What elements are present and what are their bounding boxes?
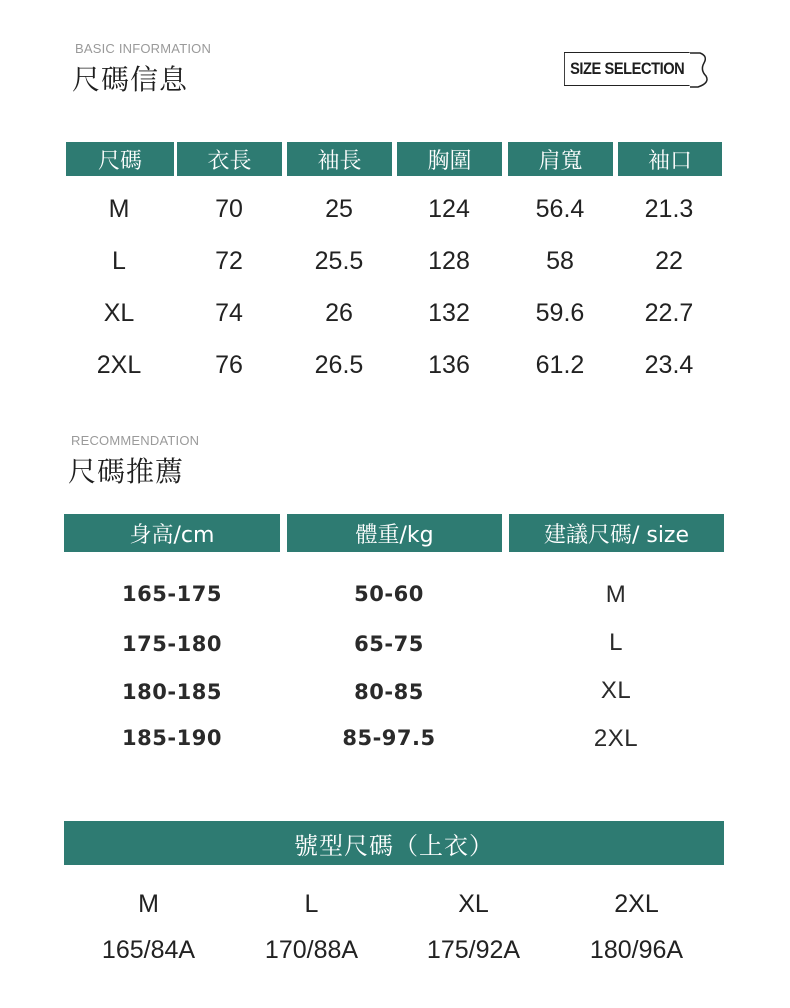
height-cell: 175-180 [122, 632, 222, 656]
size-cell: 2XL [96, 350, 142, 379]
basic-info-eyebrow: BASIC INFORMATION [75, 41, 212, 56]
length-cell: 70 [215, 194, 243, 223]
height-cell: 185-190 [122, 726, 222, 750]
size-table-header-cuff: 袖口 [618, 142, 722, 176]
cuff-cell: 23.4 [644, 350, 694, 379]
chest-cell: 124 [428, 194, 470, 223]
rec-header-size: 建議尺碼/ size [509, 514, 724, 552]
weight-cell: 85-97.5 [342, 726, 436, 750]
chest-cell: 132 [428, 298, 470, 327]
size-selection-badge: SIZE SELECTION [564, 52, 690, 86]
size-code-header: 號型尺碼（上衣） [64, 821, 724, 865]
shoulder-cell: 59.6 [535, 298, 585, 327]
sleeve-cell: 26.5 [314, 350, 364, 379]
sleeve-cell: 25.5 [314, 246, 364, 275]
size-table-header-sleeve: 袖長 [287, 142, 392, 176]
size-table-header-size: 尺碼 [66, 142, 174, 176]
size-code-label: XL [458, 889, 489, 918]
height-cell: 180-185 [122, 680, 222, 704]
chest-cell: 136 [428, 350, 470, 379]
size-code-label: 2XL [614, 889, 659, 918]
shoulder-cell: 56.4 [535, 194, 585, 223]
size-table-header-chest: 胸圍 [397, 142, 502, 176]
rec-size-cell: XL [600, 677, 632, 704]
size-cell: M [108, 194, 130, 223]
size-cell: L [112, 246, 126, 275]
chest-cell: 128 [428, 246, 470, 275]
shoulder-cell: 58 [546, 246, 574, 275]
rec-size-cell: M [605, 581, 627, 608]
weight-cell: 65-75 [354, 632, 424, 656]
sleeve-cell: 26 [325, 298, 353, 327]
size-table-header-shoulder: 肩寬 [508, 142, 613, 176]
size-code-value: 180/96A [589, 935, 684, 964]
shoulder-cell: 61.2 [535, 350, 585, 379]
badge-curl-icon [690, 52, 712, 88]
size-info-title: 尺碼信息 [72, 63, 189, 96]
cuff-cell: 22 [655, 246, 683, 275]
sleeve-cell: 25 [325, 194, 353, 223]
size-code-value: 170/88A [264, 935, 359, 964]
size-table-header-length: 衣長 [177, 142, 282, 176]
rec-size-cell: L [609, 629, 623, 656]
length-cell: 72 [215, 246, 243, 275]
weight-cell: 80-85 [354, 680, 424, 704]
size-code-value: 165/84A [101, 935, 196, 964]
weight-cell: 50-60 [354, 582, 424, 606]
recommendation-eyebrow: RECOMMENDATION [71, 433, 200, 448]
height-cell: 165-175 [122, 582, 222, 606]
size-cell: XL [103, 298, 135, 327]
length-cell: 74 [215, 298, 243, 327]
size-recommendation-title: 尺碼推薦 [68, 455, 185, 488]
cuff-cell: 21.3 [644, 194, 694, 223]
cuff-cell: 22.7 [644, 298, 694, 327]
size-code-label: M [138, 889, 159, 918]
rec-header-weight: 體重/kg [287, 514, 502, 552]
length-cell: 76 [215, 350, 243, 379]
size-code-label: L [304, 889, 319, 918]
rec-size-cell: 2XL [593, 725, 639, 752]
size-code-value: 175/92A [426, 935, 521, 964]
rec-header-height: 身高/cm [64, 514, 280, 552]
